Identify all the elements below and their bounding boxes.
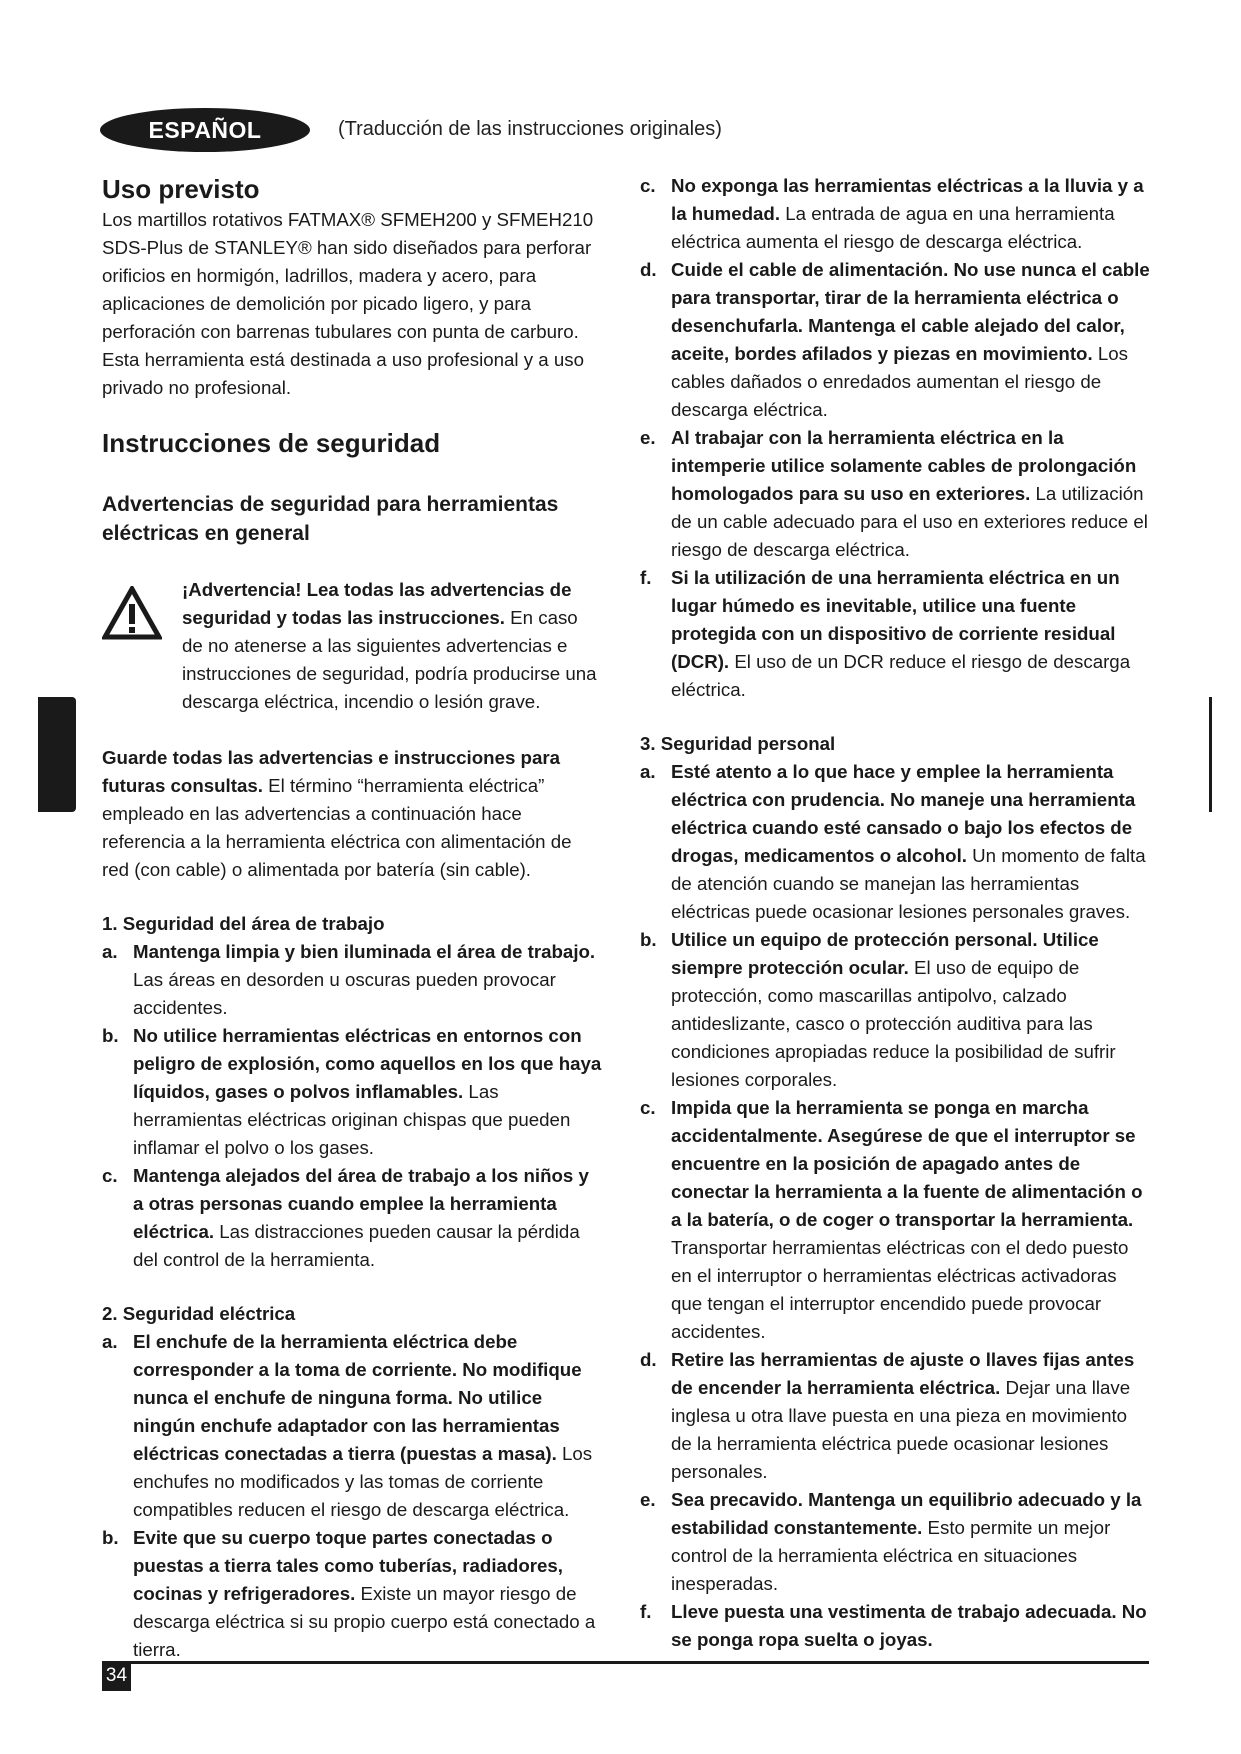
- item-1c: c. Mantenga alejados del área de trabajo a los niños y a otras personas cuando emplee la herramienta eléctrica. Las distracciones pueden causar la pérdida del control de la herramienta.: [102, 1165, 589, 1270]
- general-warnings-title: Advertencias de seguridad para herramientas eléctricas en general: [102, 493, 559, 545]
- warning-text: ¡Advertencia! Lea todas las advertencias de seguridad y todas las instrucciones. En caso de no atenerse a las siguientes advertencias e instrucciones de seguridad, podría producirse una descarga eléctrica, incendio o lesión grave.: [182, 579, 597, 712]
- item-1b: b. No utilice herramientas eléctricas en entornos con peligro de explosión, como aquellos en los que haya líquidos, gases o polvos inflamables. Las herramientas eléctricas originan chispas que pueden inflamar el polvo o los gases.: [102, 1025, 602, 1158]
- section-thumb-tab: [38, 697, 76, 812]
- item-3e: e. Sea precavido. Mantenga un equilibrio adecuado y la estabilidad constantemente. Esto permite un mejor control de la herramienta eléctrica en situaciones inesperadas.: [640, 1489, 1142, 1594]
- section-3-title: 3. Seguridad personal: [640, 733, 836, 754]
- warning-block: [102, 576, 602, 716]
- section-edge-marker: [1209, 697, 1212, 812]
- safety-instructions-title: Instrucciones de seguridad: [102, 428, 441, 458]
- item-1a: a. Mantenga limpia y bien iluminada el área de trabajo. Las áreas en desorden u oscuras pueden provocar accidentes.: [102, 941, 596, 1018]
- section-2-title: 2. Seguridad eléctrica: [102, 1303, 296, 1324]
- language-badge: ESPAÑOL: [100, 108, 310, 152]
- item-3a: a. Esté atento a lo que hace y emplee la herramienta eléctrica con prudencia. No maneje una herramienta eléctrica cuando esté cansado o bajo los efectos de drogas, medicamentos o alcohol. Un momento de falta de atención cuando se manejan las herramientas eléctricas puede ocasionar lesiones personales graves.: [640, 761, 1146, 922]
- section-1-title: 1. Seguridad del área de trabajo: [102, 913, 385, 934]
- keep-instructions-text: Guarde todas las advertencias e instrucciones para futuras consultas. El término “herramienta eléctrica” empleado en las advertencias a continuación hace referencia a la herramienta eléctrica con alimentación de red (con cable) o alimentada por batería (sin cable).: [102, 747, 572, 880]
- item-2e: e. Al trabajar con la herramienta eléctrica en la intemperie utilice solamente cables de prolongación homologados para su uso en exteriores. La utilización de un cable adecuado para el uso en exteriores reduce el riesgo de descarga eléctrica.: [640, 427, 1148, 560]
- item-3d: d. Retire las herramientas de ajuste o llaves fijas antes de encender la herramienta eléctrica. Dejar una llave inglesa u otra llave puesta en una pieza en movimiento de la herramienta eléctrica puede ocasionar lesiones personales.: [640, 1349, 1135, 1482]
- right-column: [640, 172, 1150, 1654]
- item-3c: c. Impida que la herramienta se ponga en marcha accidentalmente. Asegúrese de que el interruptor se encuentre en la posición de apagado antes de conectar la herramienta a la fuente de alimentación o a la batería, o de coger o transportar la herramienta. Transportar herramientas eléctricas con el dedo puesto en el interruptor o herramientas eléctricas activadoras que tengan el interruptor encendido puede provocar accidentes.: [640, 1097, 1143, 1342]
- page-number: 34: [102, 1661, 131, 1691]
- translation-note: (Traducción de las instrucciones originales): [338, 118, 722, 140]
- item-3f: f. Lleve puesta una vestimenta de trabajo adecuada. No se ponga ropa suelta o joyas.: [640, 1601, 1147, 1650]
- warning-triangle-icon: [102, 576, 182, 716]
- footer-rule: [102, 1661, 1149, 1664]
- intended-use-text: Los martillos rotativos FATMAX® SFMEH200 y SFMEH210 SDS-Plus de STANLEY® han sido diseñados para perforar orificios en hormigón, ladrillos, madera y acero, para aplicaciones de demolición por picado ligero, y para perforación con barrenas tubulares con punta de carburo. Esta herramienta está destinada a uso profesional y a uso privado no profesional.: [102, 209, 594, 398]
- item-3b: b. Utilice un equipo de protección personal. Utilice siempre protección ocular. El uso de equipo de protección, como mascarillas antipolvo, calzado antideslizante, casco o protección auditiva para las condiciones apropiadas reduce la posibilidad de sufrir lesiones corporales.: [640, 929, 1116, 1090]
- item-2d: d. Cuide el cable de alimentación. No use nunca el cable para transportar, tirar de la herramienta eléctrica o desenchufarla. Mantenga el cable alejado del calor, aceite, bordes afilados y piezas en movimiento. Los cables dañados o enredados aumentan el riesgo de descarga eléctrica.: [640, 259, 1150, 420]
- item-2c: c. No exponga las herramientas eléctricas a la lluvia y a la humedad. La entrada de agua en una herramienta eléctrica aumenta el riesgo de descarga eléctrica.: [640, 175, 1144, 252]
- left-column: [102, 172, 602, 1664]
- intended-use-title: Uso previsto: [102, 174, 260, 204]
- item-2b: b. Evite que su cuerpo toque partes conectadas o puestas a tierra tales como tuberías, radiadores, cocinas y refrigeradores. Existe un mayor riesgo de descarga eléctrica si su propio cuerpo está conectado a tierra.: [102, 1527, 596, 1660]
- item-2f: f. Si la utilización de una herramienta eléctrica en un lugar húmedo es inevitable, utilice una fuente protegida con un dispositivo de corriente residual (DCR). El uso de un DCR reduce el riesgo de descarga eléctrica.: [640, 567, 1131, 700]
- item-2a: a. El enchufe de la herramienta eléctrica debe corresponder a la toma de corriente. No modifique nunca el enchufe de ninguna forma. No utilice ningún enchufe adaptador con las herramientas eléctricas conectadas a tierra (puestas a masa). Los enchufes no modificados y las tomas de corriente compatibles reducen el riesgo de descarga eléctrica.: [102, 1331, 593, 1520]
